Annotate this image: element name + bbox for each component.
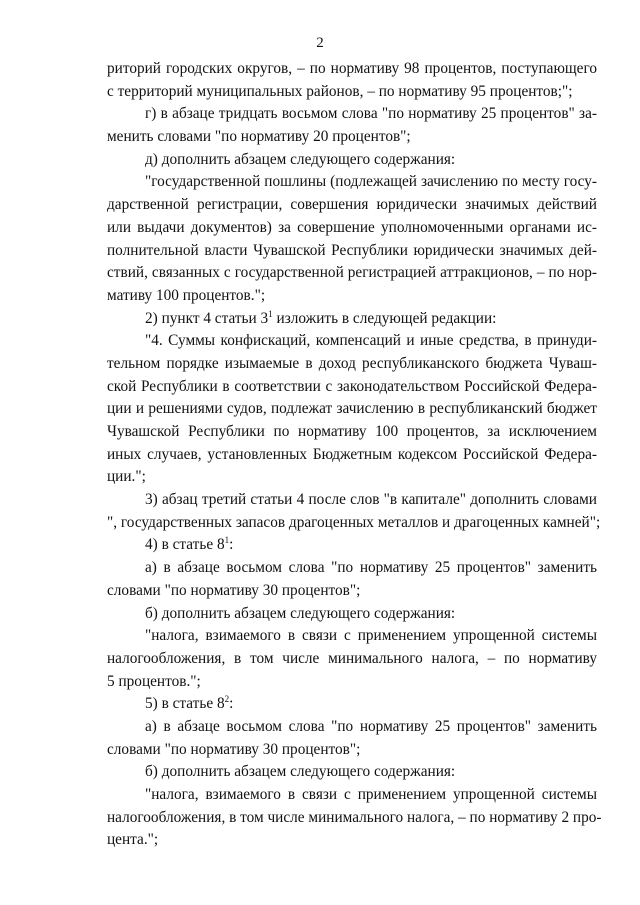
text-line [107, 739, 597, 762]
text-segment: словами "по нормативу 30 процентов"; [107, 581, 361, 599]
text-segment: с территорий муниципальных районов, – по нормативу 95 процентов;"; [107, 82, 573, 100]
text-segment: б) дополнить абзацем следующего содержания: [145, 763, 456, 781]
text-line [107, 466, 597, 489]
text-segment: менить словами "по нормативу 20 процентов"; [107, 128, 411, 146]
text-segment: мативу 100 процентов."; [107, 286, 266, 304]
text-segment: или выдачи документов) за совершение уполномоченными органами ис- [107, 218, 597, 236]
text-line [107, 240, 597, 263]
text-line [107, 81, 597, 104]
text-segment: г) в абзаце тридцать восьмом слова "по нормативу 25 процентов" за- [145, 105, 597, 123]
text-segment: иных случаев, установленных Бюджетным кодексом Российской Федера- [107, 445, 597, 463]
text-segment: дарственной регистрации, совершения юридически значимых действий [107, 196, 597, 214]
text-segment: 4) в статье 8 [145, 536, 225, 554]
text-segment: "налога, взимаемого в связи с применением упрощенной системы [145, 627, 597, 645]
text-line [107, 398, 597, 421]
text-segment: д) дополнить абзацем следующего содержания: [145, 150, 456, 168]
text-segment: 5) в статье 8 [145, 695, 225, 713]
text-segment: тельном порядке изымаемые в доход республиканского бюджета Чуваш- [107, 354, 597, 372]
text-line [107, 194, 597, 217]
text-line [107, 557, 597, 580]
text-segment: полнительной власти Чувашской Республики юридически значимых дей- [107, 241, 597, 259]
text-line [107, 171, 597, 194]
text-line [107, 353, 597, 376]
text-line [107, 761, 597, 784]
document-body [107, 58, 602, 852]
text-line [107, 648, 597, 671]
text-line [107, 784, 597, 807]
text-line [107, 217, 597, 240]
text-segment: налогообложения, в том числе минимального налога, – по нормативу 2 про- [107, 808, 602, 826]
text-segment: : [229, 695, 234, 713]
text-segment: : [229, 536, 234, 554]
text-line [107, 421, 597, 444]
text-segment: "налога, взимаемого в связи с применением упрощенной системы [145, 786, 597, 803]
text-line [107, 671, 597, 694]
text-line [107, 308, 597, 331]
text-segment: а) в абзаце восьмом слова "по нормативу 25 процентов" заменить [145, 559, 597, 577]
text-segment: 2) пункт 4 статьи 3 [145, 309, 269, 327]
text-line [107, 534, 597, 557]
page-number: 2 [316, 35, 324, 51]
text-segment: а) в абзаце восьмом слова "по нормативу 25 процентов" заменить [145, 717, 597, 735]
text-line [107, 489, 597, 512]
text-line [107, 716, 597, 739]
text-segment: налогообложения, в том числе минимального налога, – по нормативу [107, 649, 597, 667]
text-segment: б) дополнить абзацем следующего содержания: [145, 604, 456, 622]
superscript-index: 1 [268, 308, 273, 319]
text-line [107, 262, 597, 285]
text-line [107, 444, 597, 467]
text-line [107, 807, 602, 830]
text-segment: Чувашской Республики по нормативу 100 процентов, за исключением [107, 423, 597, 440]
text-segment: ции."; [107, 468, 146, 486]
text-segment: словами "по нормативу 30 процентов"; [107, 740, 361, 758]
text-segment: ствий, связанных с государственной регистрацией аттракционов, – по нор- [107, 264, 597, 282]
text-line [107, 103, 597, 126]
text-segment: риторий городских округов, – по нормативу 98 процентов, поступающего [107, 60, 597, 77]
text-line [107, 580, 597, 603]
text-segment: "государственной пошлины (подлежащей зачислению по месту госу- [145, 173, 597, 191]
text-line [107, 603, 597, 626]
text-line [107, 330, 597, 353]
superscript-index: 1 [224, 535, 230, 546]
text-segment: 3) абзац третий статьи 4 после слов "в капитале" дополнить словами [145, 491, 597, 509]
text-segment: ской Республики в соответствии с законодательством Российской Федера- [107, 377, 597, 395]
superscript-index: 2 [224, 694, 230, 705]
text-line [107, 376, 597, 399]
text-line [107, 58, 597, 81]
text-line [107, 625, 597, 648]
text-segment: ", государственных запасов драгоценных металлов и драгоценных камней"; [107, 513, 601, 531]
text-segment: "4. Суммы конфискаций, компенсаций и иные средства, в принуди- [145, 332, 597, 350]
text-line [107, 126, 597, 149]
text-line [107, 829, 597, 852]
text-segment: 5 процентов."; [107, 672, 201, 690]
text-segment: изложить в следующей редакции: [272, 309, 497, 327]
text-segment: ции и решениями судов, подлежат зачислению в республиканский бюджет [107, 400, 597, 418]
text-line [107, 693, 597, 716]
text-segment: цента."; [107, 831, 159, 849]
text-line [107, 149, 597, 172]
text-line [107, 285, 597, 308]
text-line [107, 512, 601, 535]
